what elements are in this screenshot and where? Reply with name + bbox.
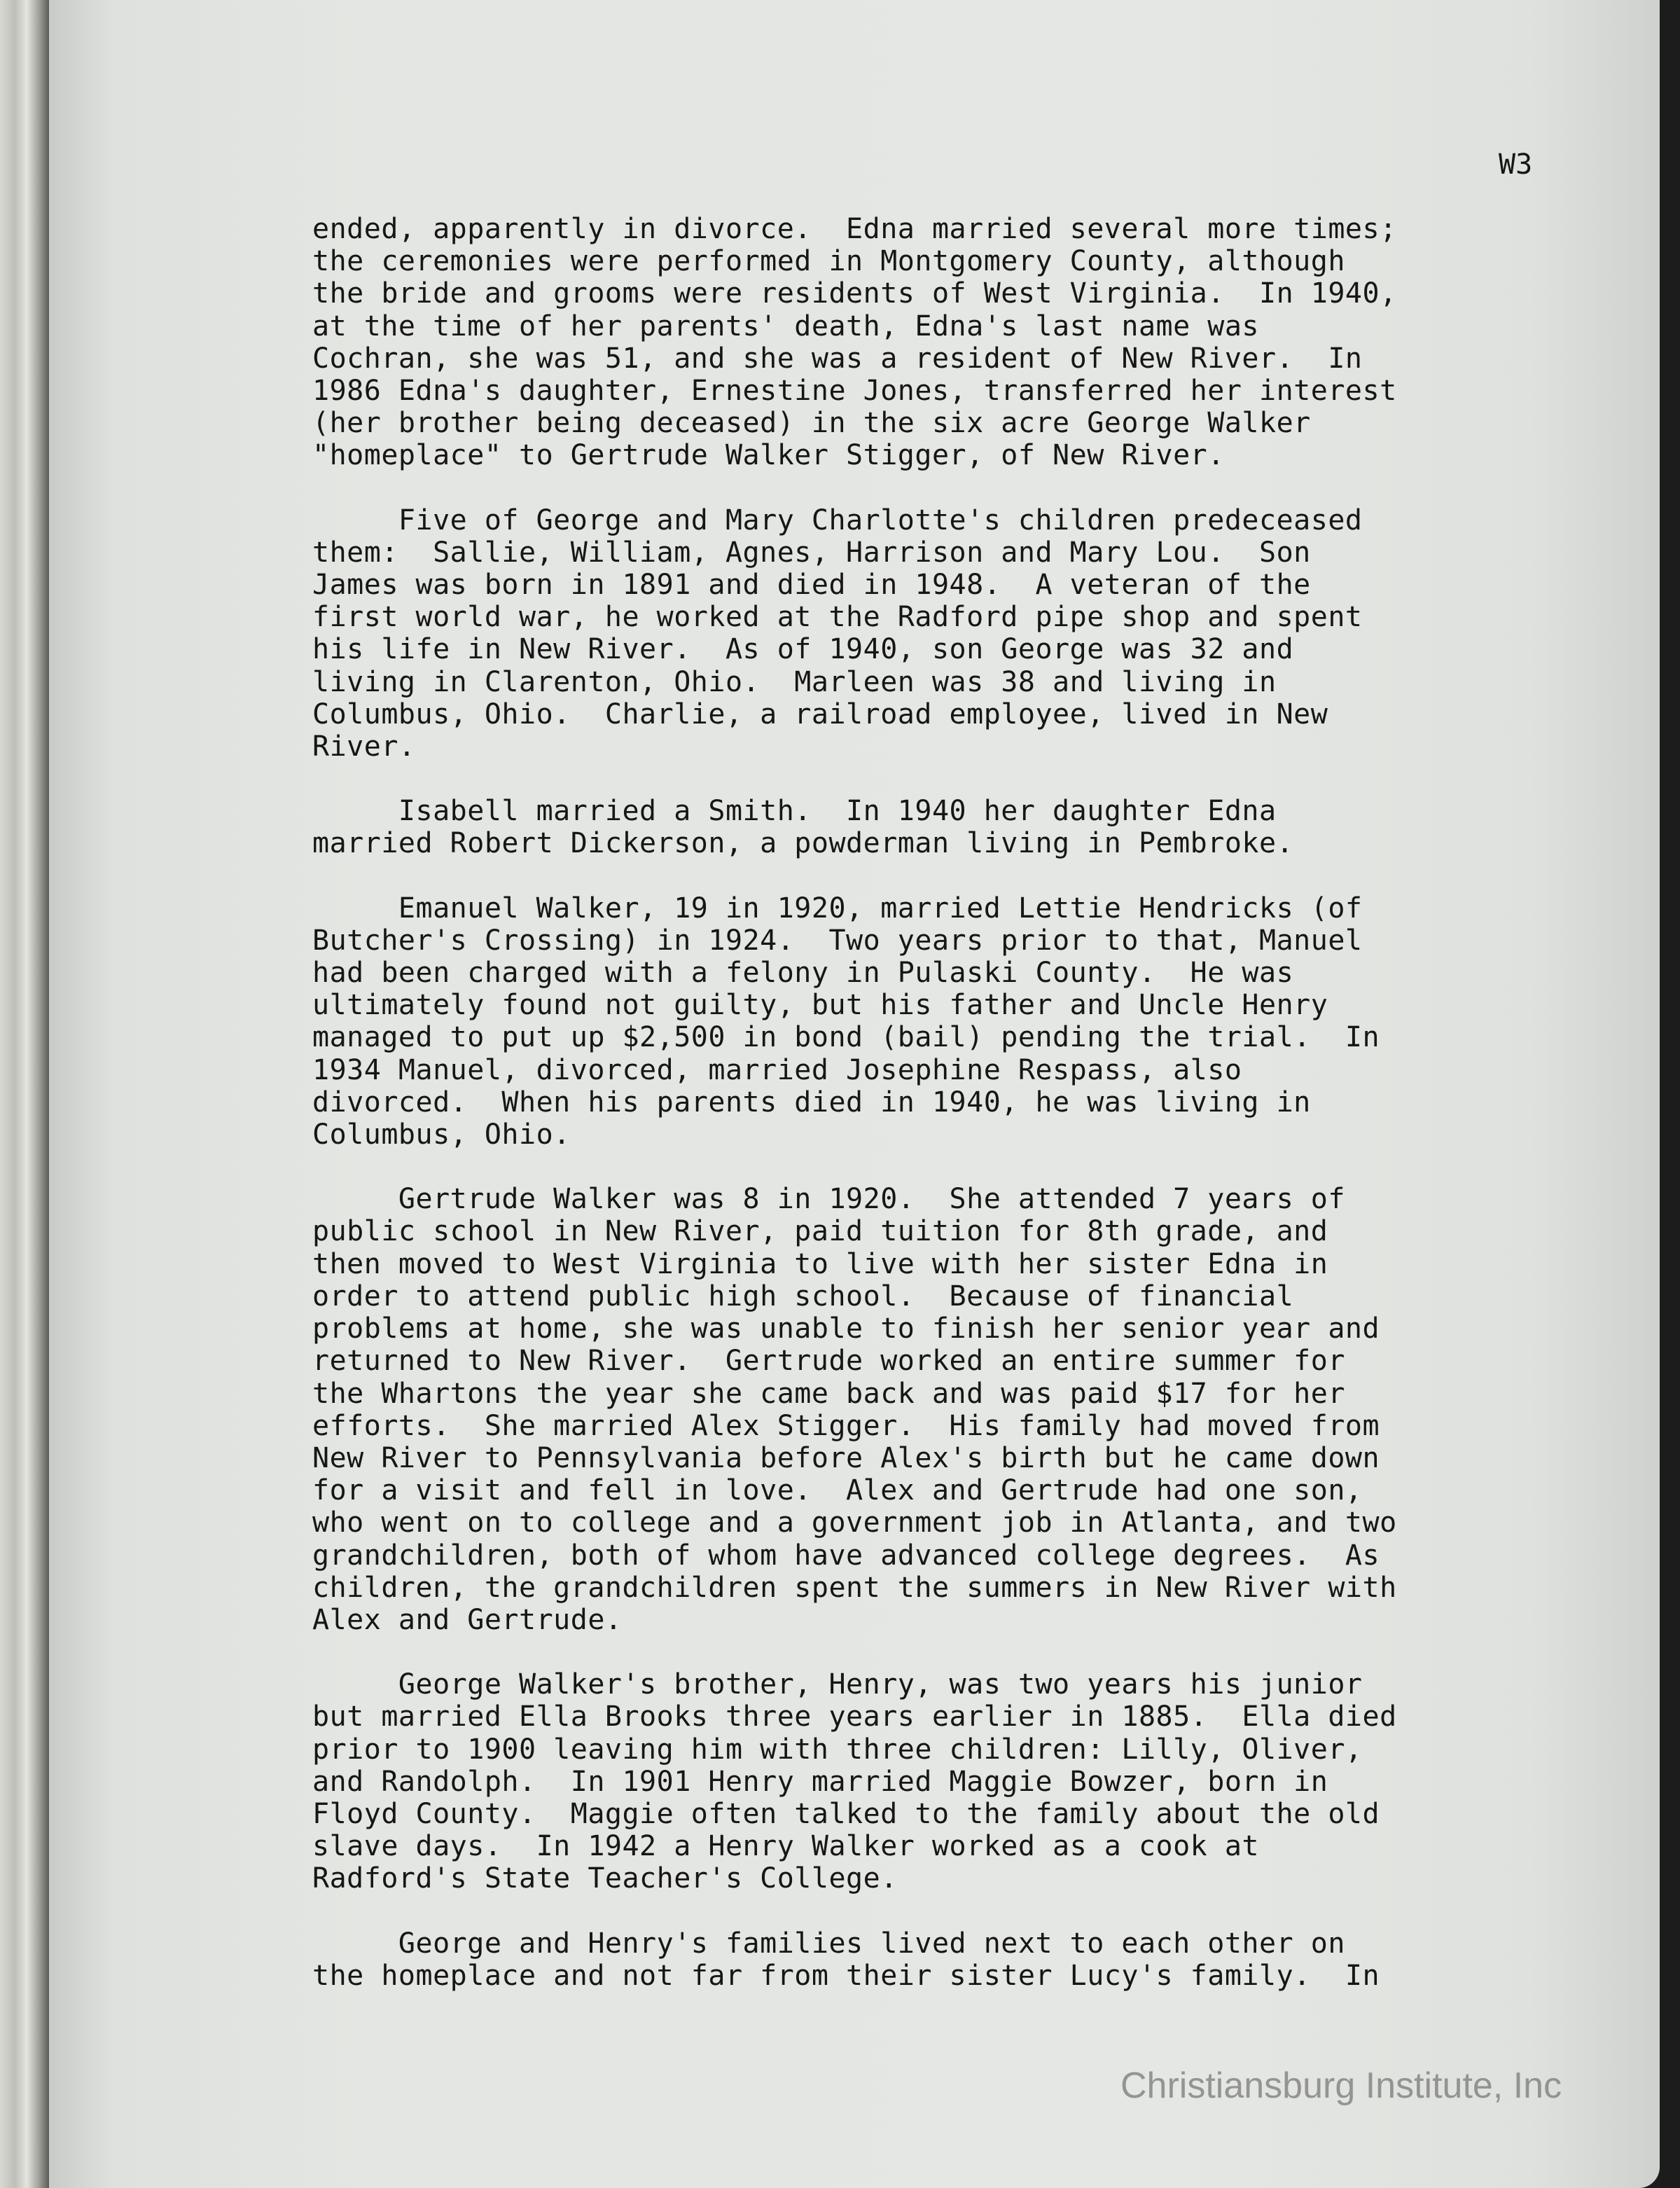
text-line: ended, apparently in divorce. Edna married several more times; [312, 213, 1397, 245]
text-line: George Walker's brother, Henry, was two years his junior [312, 1668, 1363, 1701]
text-line: efforts. She married Alex Stigger. His family had moved from [312, 1409, 1380, 1442]
text-line: Alex and Gertrude. [312, 1603, 623, 1636]
text-line: Gertrude Walker was 8 in 1920. She attended 7 years of [312, 1183, 1345, 1216]
book-page-edges [0, 0, 49, 2188]
text-line: River. [312, 731, 416, 763]
text-line: James was born in 1891 and died in 1948. A veteran of the [312, 569, 1311, 602]
text-line: Emanuel Walker, 19 in 1920, married Lettie Hendricks (of [312, 892, 1363, 925]
text-line: grandchildren, both of whom have advanced college degrees. As [312, 1539, 1380, 1572]
text-line: ultimately found not guilty, but his father and Uncle Henry [312, 989, 1328, 1022]
text-line: the Whartons the year she came back and was paid $17 for her [312, 1377, 1345, 1410]
text-line: at the time of her parents' death, Edna's last name was [312, 310, 1260, 342]
text-line: Butcher's Crossing) in 1924. Two years prior to that, Manuel [312, 924, 1363, 957]
paragraph [312, 213, 1559, 472]
text-line: Columbus, Ohio. [312, 1119, 571, 1151]
text-line: (her brother being deceased) in the six acre George Walker [312, 407, 1311, 440]
paragraph [312, 795, 1559, 859]
paragraph [312, 1668, 1559, 1895]
text-line: Columbus, Ohio. Charlie, a railroad employee, lived in New [312, 698, 1328, 731]
text-line: Five of George and Mary Charlotte's children predeceased [312, 504, 1363, 536]
text-line: New River to Pennsylvania before Alex's birth but he came down [312, 1441, 1380, 1474]
text-line: children, the grandchildren spent the summers in New River with [312, 1571, 1397, 1604]
text-line: order to attend public high school. Because of financial [312, 1280, 1294, 1313]
text-line: but married Ella Brooks three years earlier in 1885. Ella died [312, 1701, 1397, 1733]
text-line: Isabell married a Smith. In 1940 her daughter Edna [312, 795, 1277, 828]
text-line: managed to put up $2,500 in bond (bail) pending the trial. In [312, 1021, 1380, 1054]
text-line: 1986 Edna's daughter, Ernestine Jones, transferred her interest [312, 375, 1397, 408]
text-line: first world war, he worked at the Radford pipe shop and spent [312, 601, 1363, 634]
text-line: had been charged with a felony in Pulaski County. He was [312, 957, 1294, 990]
text-line: living in Clarenton, Ohio. Marleen was 38 and living in [312, 665, 1277, 698]
text-line: 1934 Manuel, divorced, married Josephine Respass, also [312, 1053, 1242, 1086]
text-line: for a visit and fell in love. Alex and Gertrude had one son, [312, 1474, 1363, 1507]
text-line: them: Sallie, William, Agnes, Harrison and Mary Lou. Son [312, 536, 1311, 569]
paragraph [312, 1927, 1559, 1992]
text-line: Floyd County. Maggie often talked to the family about the old [312, 1797, 1380, 1830]
body-text [312, 213, 1559, 2024]
paragraph [312, 1183, 1559, 1636]
paragraph [312, 504, 1559, 763]
text-line: "homeplace" to Gertrude Walker Stigger, of New River. [312, 439, 1225, 472]
text-line: and Randolph. In 1901 Henry married Maggie Bowzer, born in [312, 1765, 1328, 1798]
text-line: George and Henry's families lived next to each other on [312, 1927, 1345, 1960]
paragraph [312, 892, 1559, 1151]
text-line: the ceremonies were performed in Montgomery County, although [312, 245, 1345, 278]
page-number: W3 [1499, 148, 1533, 181]
text-line: who went on to college and a government job in Atlanta, and two [312, 1507, 1397, 1539]
text-line: his life in New River. As of 1940, son George was 32 and [312, 633, 1294, 666]
text-line: public school in New River, paid tuition for 8th grade, and [312, 1215, 1328, 1248]
text-line: married Robert Dickerson, a powderman living in Pembroke. [312, 827, 1294, 860]
text-line: prior to 1900 leaving him with three children: Lilly, Oliver, [312, 1733, 1363, 1766]
text-line: problems at home, she was unable to finish her senior year and [312, 1313, 1380, 1345]
text-line: the bride and grooms were residents of West Virginia. In 1940, [312, 277, 1397, 310]
text-line: divorced. When his parents died in 1940, he was living in [312, 1086, 1311, 1119]
watermark: Christiansburg Institute, Inc [1120, 2065, 1562, 2106]
text-line: slave days. In 1942 a Henry Walker worked as a cook at [312, 1830, 1260, 1863]
text-line: then moved to West Virginia to live with her sister Edna in [312, 1247, 1328, 1280]
text-line: Radford's State Teacher's College. [312, 1862, 898, 1895]
text-line: Cochran, she was 51, and she was a resident of New River. In [312, 342, 1363, 375]
text-line: returned to New River. Gertrude worked an entire summer for [312, 1345, 1345, 1378]
text-line: the homeplace and not far from their sister Lucy's family. In [312, 1959, 1380, 1992]
